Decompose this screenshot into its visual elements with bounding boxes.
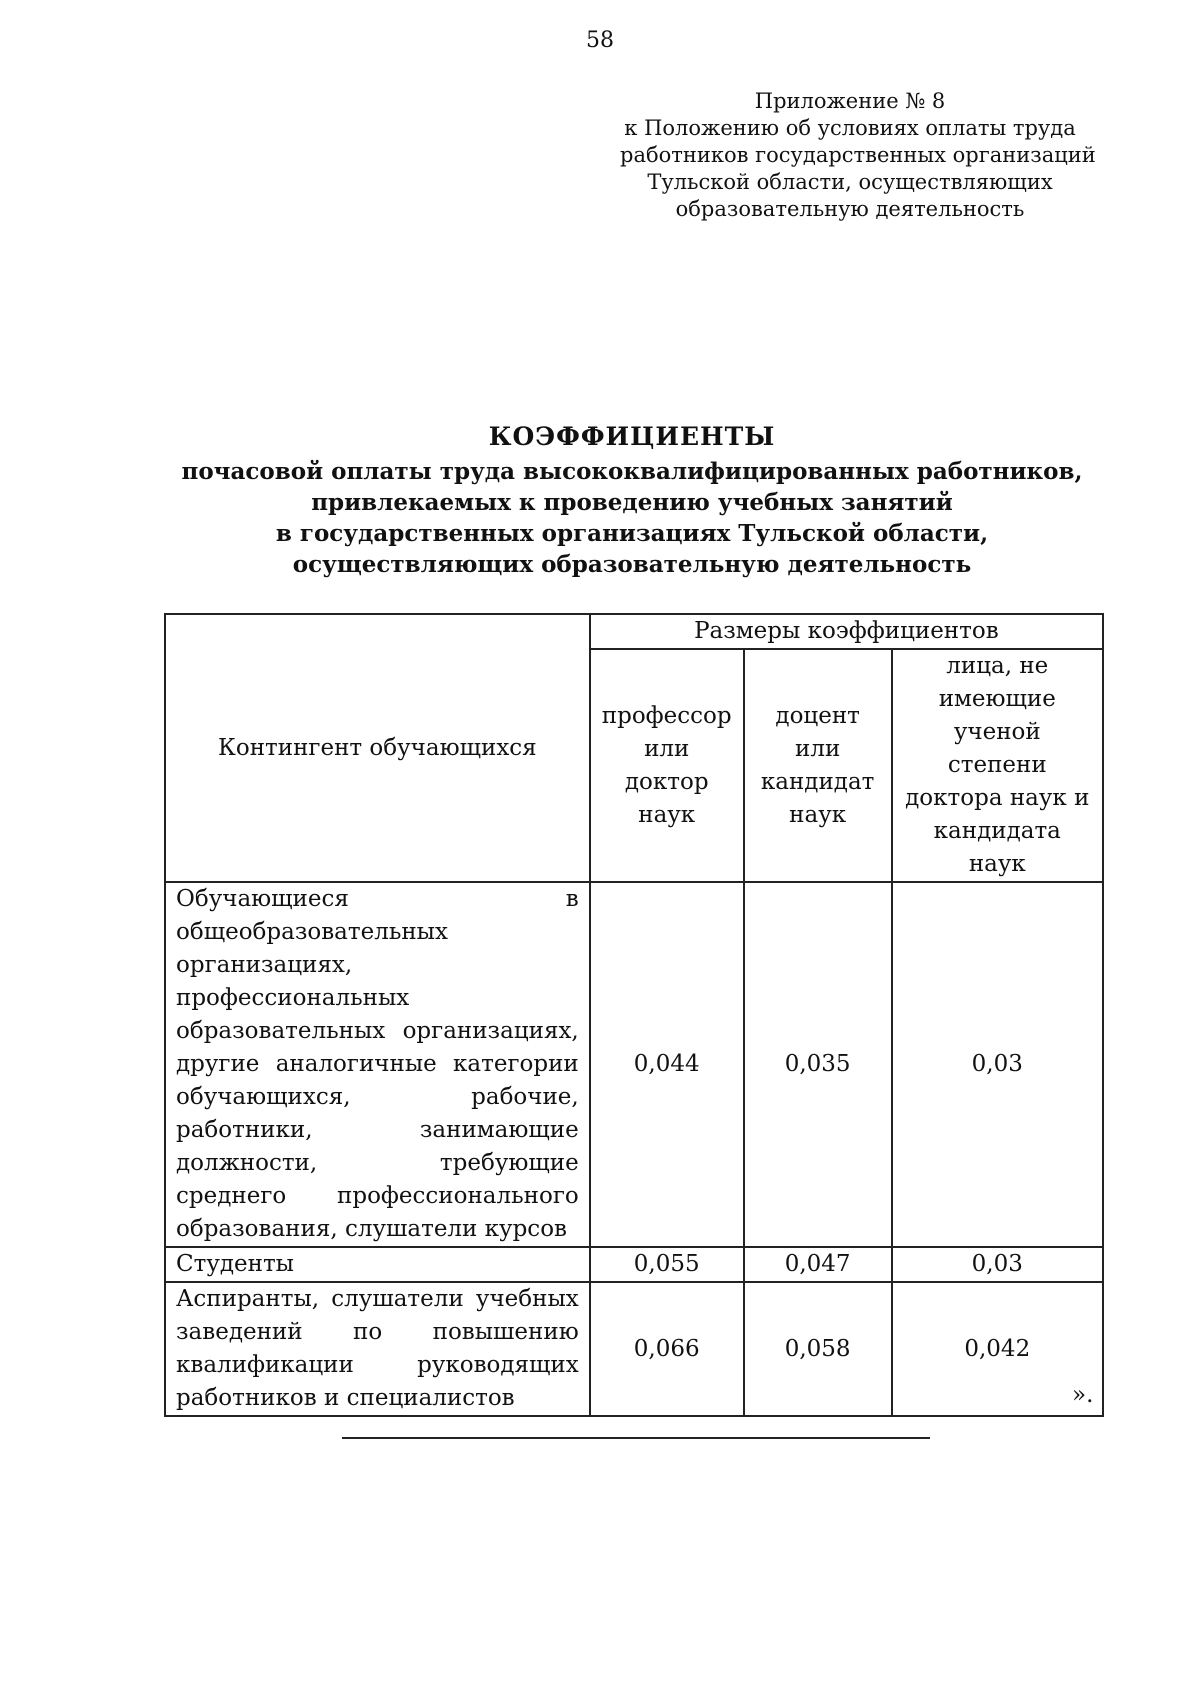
closing-quote: ». [1072, 1382, 1094, 1408]
appendix-line: Тульской области, осуществляющих [647, 170, 1053, 194]
coefficients-table [164, 613, 1104, 1417]
row-professor-value: 0,055 [590, 1247, 744, 1282]
header-docent: доцент или кандидат наук [744, 649, 892, 882]
row-docent-value: 0,047 [744, 1247, 892, 1282]
title-sub-line: привлекаемых к проведению учебных занятий [311, 489, 953, 516]
title-subtitle [0, 456, 1200, 580]
document-title [0, 418, 1200, 580]
title-sub-line: почасовой оплаты труда высококвалифицированных работников, [181, 458, 1083, 485]
appendix-line: к Положению об условиях оплаты труда [624, 116, 1076, 140]
row-no-degree-value: 0,042 [892, 1282, 1103, 1416]
header-coefficient-sizes: Размеры коэффициентов [590, 614, 1103, 649]
row-docent-value: 0,058 [744, 1282, 892, 1416]
row-contingent: Обучающиеся в общеобразовательных организациях, профессиональных образовательных организациях, другие аналогичные категории обучающихся, рабочие, работники, занимающие должности, требующие среднего профессионального образования, слушатели курсов [165, 882, 590, 1247]
row-professor-value: 0,066 [590, 1282, 744, 1416]
separator-line [342, 1437, 930, 1439]
title-sub-line: в государственных организациях Тульской области, [275, 520, 989, 547]
title-main: КОЭФФИЦИЕНТЫ [488, 422, 776, 451]
row-no-degree-value: 0,03 [892, 882, 1103, 1247]
appendix-line: работников государственных организаций [620, 143, 1096, 167]
row-contingent: Аспиранты, слушатели учебных заведений по повышению квалификации руководящих работников и специалистов [165, 1282, 590, 1416]
row-contingent: Студенты [165, 1247, 590, 1282]
page-number: 58 [586, 28, 614, 53]
table-row [165, 882, 1103, 1247]
header-professor: профессор или доктор наук [590, 649, 744, 882]
row-docent-value: 0,035 [744, 882, 892, 1247]
row-no-degree-value: 0,03 [892, 1247, 1103, 1282]
header-no-degree: лица, не имеющие ученой степени доктора наук и кандидата наук [892, 649, 1103, 882]
table-row [165, 1247, 1103, 1282]
table-row [165, 1282, 1103, 1416]
title-sub-line: осуществляющих образовательную деятельность [292, 551, 972, 578]
header-contingent: Контингент обучающихся [165, 614, 590, 882]
row-professor-value: 0,044 [590, 882, 744, 1247]
appendix-note [620, 88, 1096, 223]
table-header-row [165, 614, 1103, 649]
appendix-line: Приложение № 8 [754, 89, 946, 113]
appendix-line: образовательную деятельность [675, 197, 1025, 221]
